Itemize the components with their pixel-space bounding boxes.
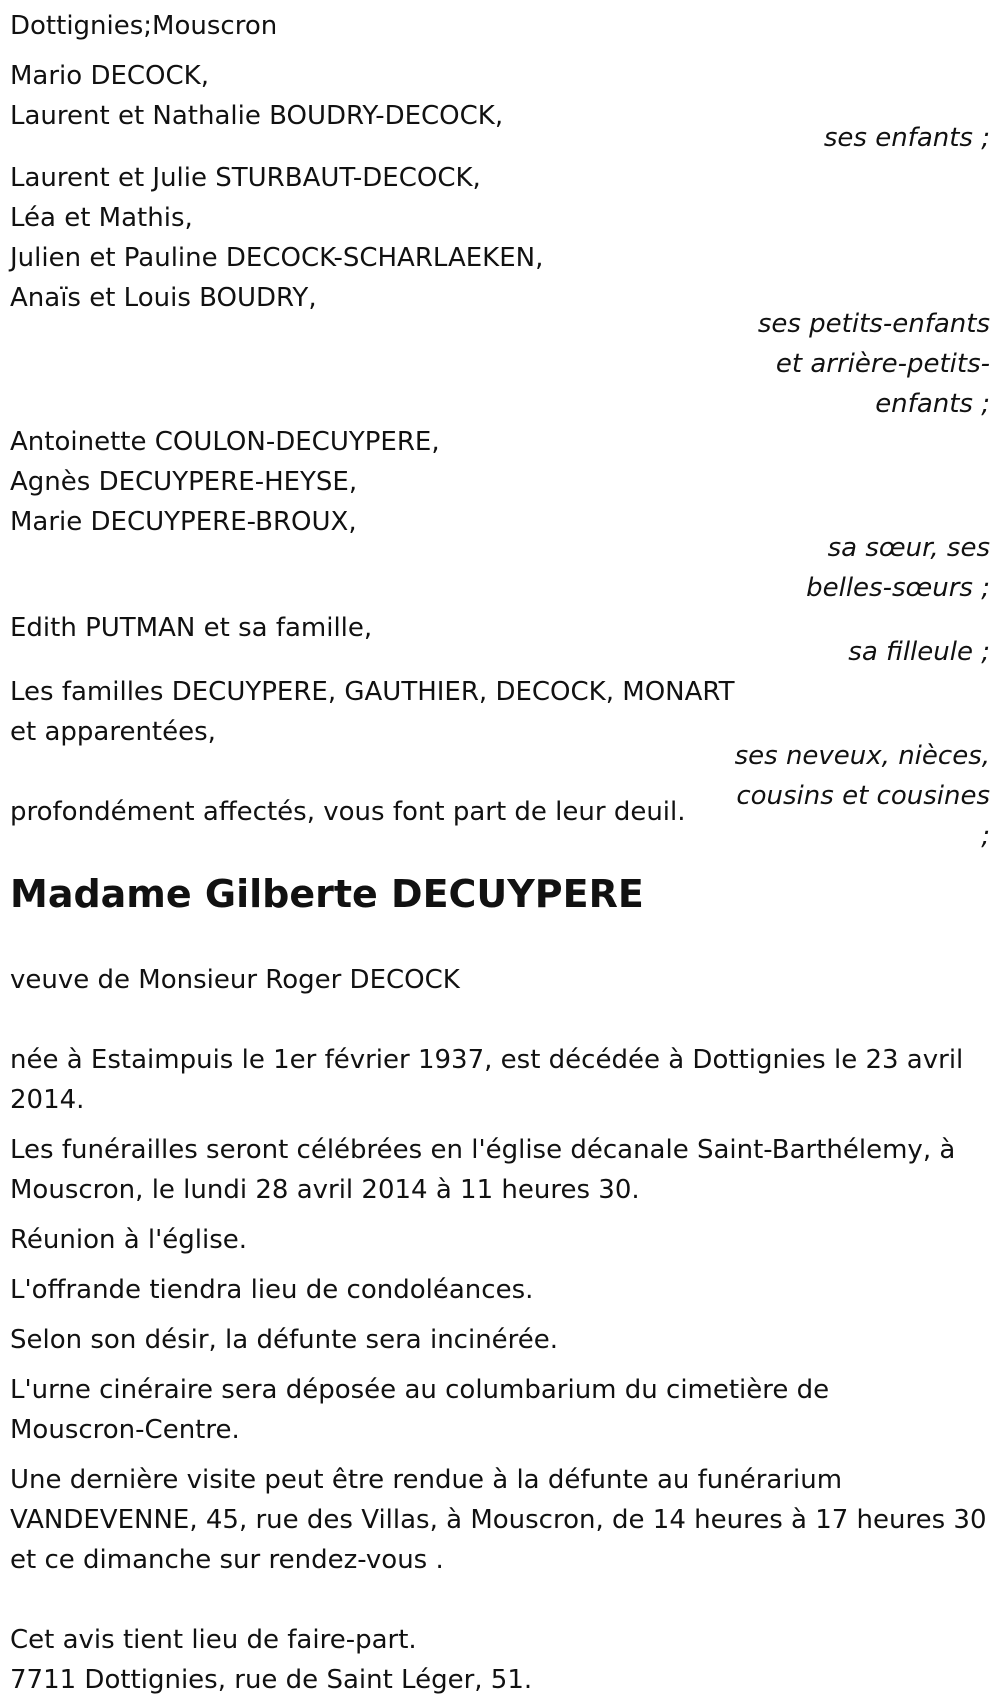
grandchildren-name-3: Julien et Pauline DECOCK-SCHARLAEKEN, (10, 243, 544, 273)
relatives-role-line-1: ses neveux, nièces, (734, 741, 990, 771)
birth-death-line-1: née à Estaimpuis le 1er février 1937, est décédée à Dottignies le 23 avril (10, 1045, 964, 1075)
siblings-name-2: Agnès DECUYPERE-HEYSE, (10, 467, 358, 497)
grandchildren-role-line-3: enfants ; (875, 389, 990, 419)
visit-line-2: VANDEVENNE, 45, rue des Villas, à Mouscron, de 14 heures à 17 heures 30 (10, 1505, 987, 1535)
goddaughter-role: sa filleule ; (848, 637, 990, 667)
wish-text: Selon son désir, la défunte sera incinérée. (10, 1325, 559, 1355)
relatives-role-line-2: cousins et cousines (736, 781, 990, 811)
grandchildren-name-2: Léa et Mathis, (10, 203, 193, 233)
visit-line-3: et ce dimanche sur rendez-vous . (10, 1545, 444, 1575)
closing-text: profondément affectés, vous font part de leur deuil. (10, 797, 686, 827)
meeting-text: Réunion à l'église. (10, 1225, 248, 1255)
siblings-name-1: Antoinette COULON-DECUYPERE, (10, 427, 440, 457)
urn-line-1: L'urne cinéraire sera déposée au columbarium du cimetière de (10, 1375, 830, 1405)
grandchildren-name-1: Laurent et Julie STURBAUT-DECOCK, (10, 163, 481, 193)
siblings-role-line-2: belles-sœurs ; (806, 573, 990, 603)
birth-death-line-2: 2014. (10, 1085, 85, 1115)
children-name-2: Laurent et Nathalie BOUDRY-DECOCK, (10, 101, 504, 131)
goddaughter-name: Edith PUTMAN et sa famille, (10, 613, 373, 643)
children-role: ses enfants ; (823, 123, 990, 153)
deceased-name: Madame Gilberte DECUYPERE (10, 872, 644, 916)
funeral-line-2: Mouscron, le lundi 28 avril 2014 à 11 heures 30. (10, 1175, 640, 1205)
grandchildren-name-4: Anaïs et Louis BOUDRY, (10, 283, 317, 313)
notice-text: Cet avis tient lieu de faire-part. (10, 1625, 417, 1655)
funeral-line-1: Les funérailles seront célébrées en l'église décanale Saint-Barthélemy, à (10, 1135, 956, 1165)
visit-line-1: Une dernière visite peut être rendue à la défunte au funérarium (10, 1465, 843, 1495)
relatives-line-1: Les familles DECUYPERE, GAUTHIER, DECOCK, MONART (10, 677, 735, 707)
siblings-name-3: Marie DECUYPERE-BROUX, (10, 507, 357, 537)
address-text: 7711 Dottignies, rue de Saint Léger, 51. (10, 1665, 533, 1695)
children-name-1: Mario DECOCK, (10, 61, 209, 91)
relatives-role-line-3: ; (981, 821, 990, 851)
grandchildren-role-line-2: et arrière-petits- (775, 349, 990, 379)
siblings-role-line-1: sa sœur, ses (827, 533, 990, 563)
grandchildren-role-line-1: ses petits-enfants (757, 309, 990, 339)
urn-line-2: Mouscron-Centre. (10, 1415, 240, 1445)
header-place: Dottignies;Mouscron (10, 11, 278, 41)
relatives-line-2: et apparentées, (10, 717, 216, 747)
widow-of: veuve de Monsieur Roger DECOCK (10, 965, 460, 995)
offering-text: L'offrande tiendra lieu de condoléances. (10, 1275, 534, 1305)
